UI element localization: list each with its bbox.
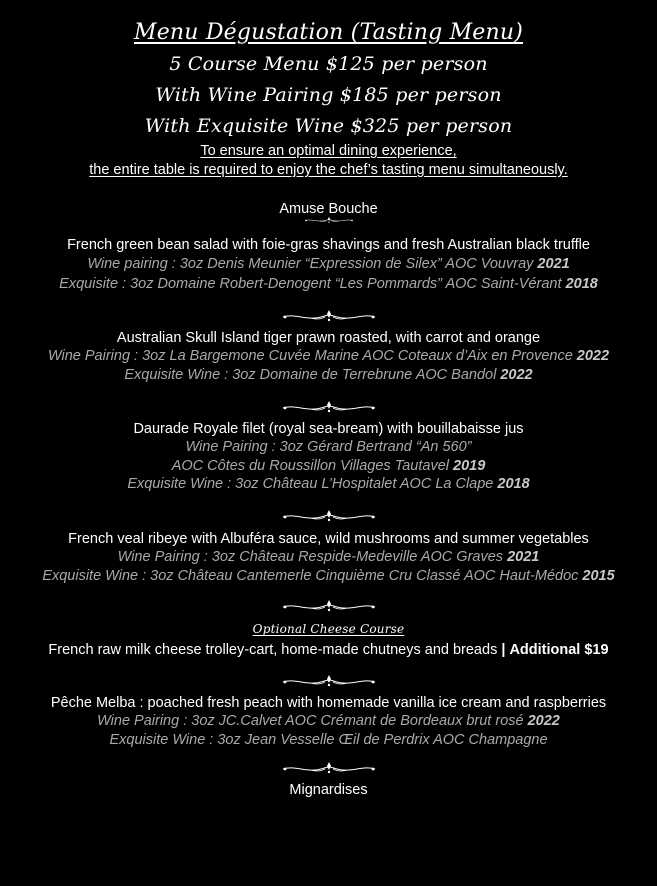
course-2-exquisite: Exquisite Wine : 3oz Domaine de Terrebrune AOC Bandol 2022 bbox=[124, 367, 533, 383]
optional-cheese-title: Optional Cheese Course bbox=[252, 622, 405, 636]
ornament-divider-icon bbox=[281, 761, 377, 775]
menu-title: Menu Dégustation (Tasting Menu) bbox=[133, 20, 524, 45]
amuse-bouche-label: Amuse Bouche bbox=[279, 201, 378, 217]
dessert-pairing: Wine Pairing : 3oz JC.Calvet AOC Crémant de Bordeaux brut rosé 2022 bbox=[97, 713, 560, 729]
notice-line-2: the entire table is required to enjoy the chef’s tasting menu simultaneously. bbox=[89, 162, 568, 178]
course-1-pairing: Wine pairing : 3oz Denis Meunier “Expression de Silex” AOC Vouvray 2021 bbox=[87, 256, 570, 272]
course-4-pairing: Wine Pairing : 3oz Château Respide-Medeville AOC Graves 2021 bbox=[117, 549, 540, 565]
price-five-course: 5 Course Menu $125 per person bbox=[169, 53, 488, 75]
course-3-pairing-appellation: AOC Côtes du Roussillon Villages Tautavel 2019 bbox=[171, 458, 486, 474]
course-1-exquisite: Exquisite : 3oz Domaine Robert-Denogent “Les Pommards” AOC Saint-Vérant 2018 bbox=[59, 276, 598, 292]
dessert-dish: Pêche Melba : poached fresh peach with homemade vanilla ice cream and raspberries bbox=[50, 695, 607, 711]
ornament-divider-icon bbox=[281, 400, 377, 414]
course-1-dish: French green bean salad with foie-gras shavings and fresh Australian black truffle bbox=[67, 237, 590, 253]
dessert-exquisite: Exquisite Wine : 3oz Jean Vesselle Œil de Perdrix AOC Champagne bbox=[109, 732, 548, 748]
course-2-dish: Australian Skull Island tiger prawn roasted, with carrot and orange bbox=[116, 330, 541, 346]
course-3-pairing: Wine Pairing : 3oz Gérard Bertrand “An 560” bbox=[185, 439, 472, 455]
course-4-dish: French veal ribeye with Albuféra sauce, wild mushrooms and summer vegetables bbox=[68, 531, 589, 547]
ornament-divider-icon bbox=[281, 309, 377, 323]
course-2-pairing: Wine Pairing : 3oz La Bargemone Cuvée Marine AOC Coteaux d’Aix en Provence 2022 bbox=[47, 348, 610, 364]
course-3-dish: Daurade Royale filet (royal sea-bream) with bouillabaisse jus bbox=[133, 421, 524, 437]
ornament-divider-icon bbox=[281, 674, 377, 688]
cheese-course-dish: French raw milk cheese trolley-cart, home-made chutneys and breads | Additional $19 bbox=[48, 642, 609, 658]
ornament-divider-icon bbox=[281, 509, 377, 523]
ornament-divider-icon bbox=[281, 599, 377, 613]
price-exquisite-wine: With Exquisite Wine $325 per person bbox=[144, 115, 513, 137]
course-4-exquisite: Exquisite Wine : 3oz Château Cantemerle Cinquième Cru Classé AOC Haut-Médoc 2015 bbox=[42, 568, 615, 584]
course-3-exquisite: Exquisite Wine : 3oz Château L’Hospitalet AOC La Clape 2018 bbox=[127, 476, 530, 492]
mignardises-label: Mignardises bbox=[289, 782, 368, 798]
ornament-divider-icon bbox=[304, 216, 354, 224]
notice-line-1: To ensure an optimal dining experience, bbox=[200, 143, 457, 159]
price-wine-pairing: With Wine Pairing $185 per person bbox=[155, 84, 502, 106]
